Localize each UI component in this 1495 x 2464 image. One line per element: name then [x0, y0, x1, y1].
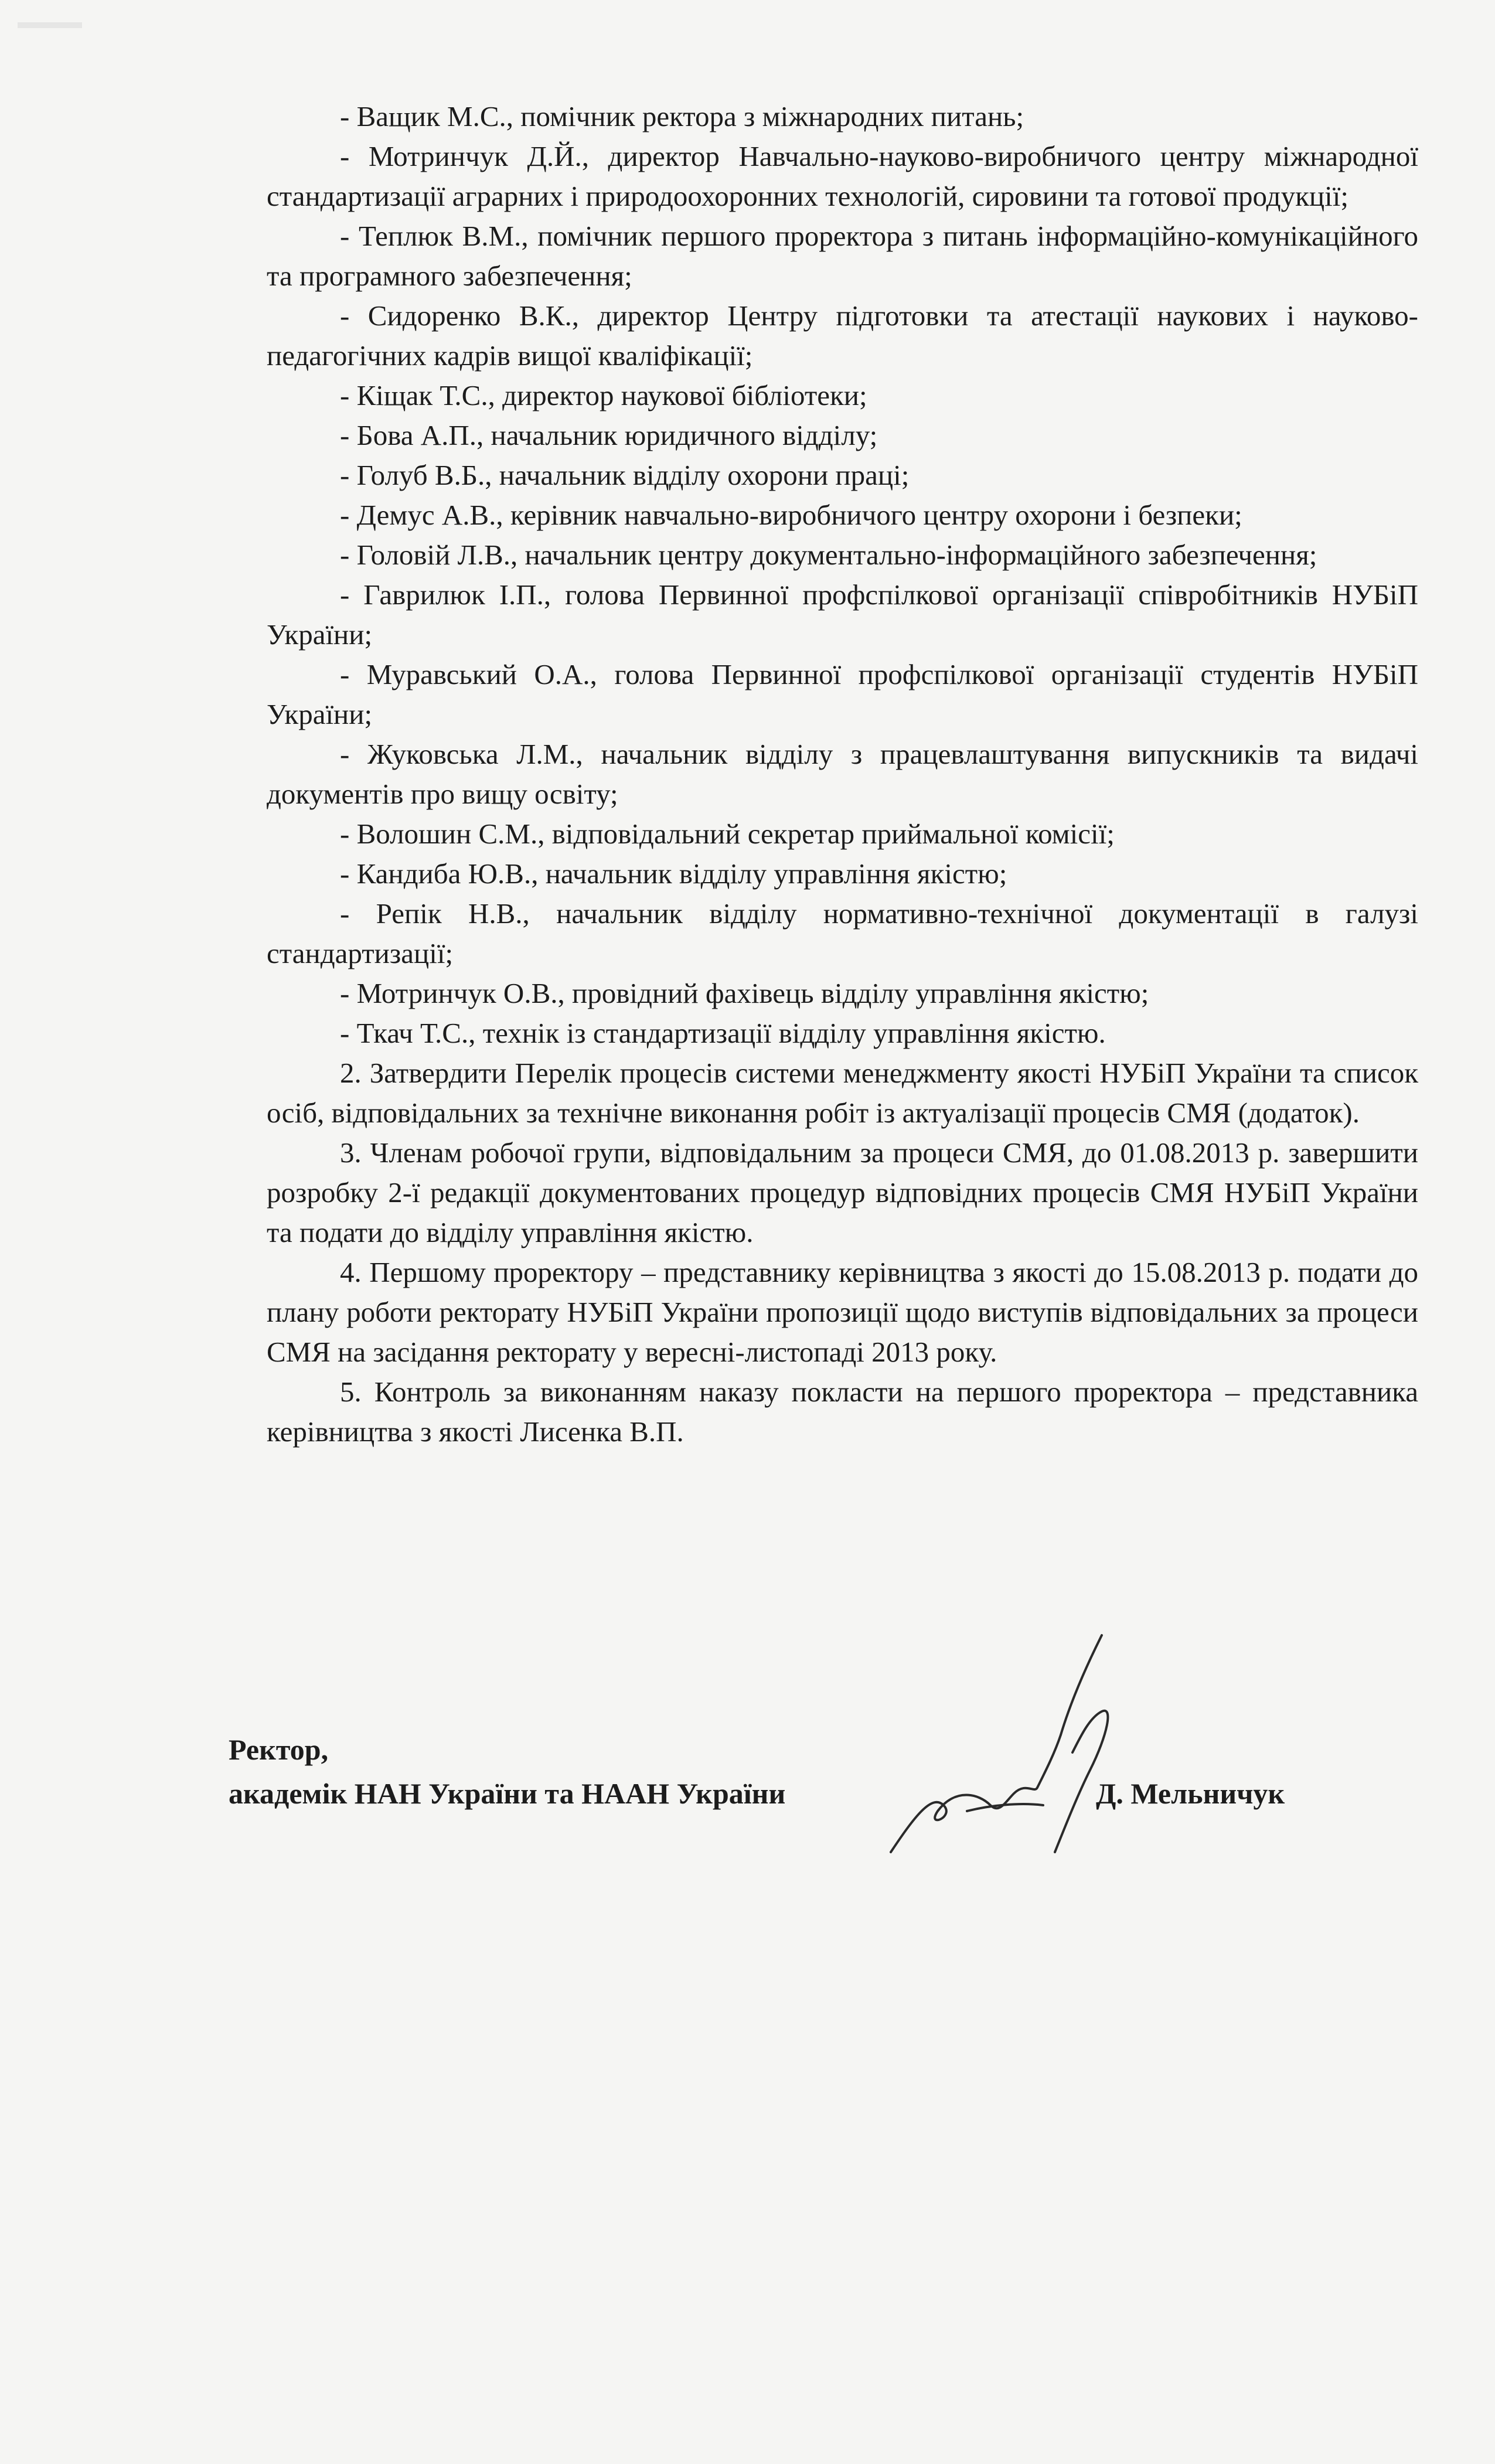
list-item: - Ткач Т.С., технік із стандартизації відділу управління якістю.: [340, 1017, 1106, 1049]
list-item: - Гаврилюк І.П., голова Первинної профспілкової організації співробітників НУБіП України;: [267, 578, 1418, 651]
list-item: - Репік Н.В., начальник відділу нормативно-технічної документації в галузі стандартизації;: [267, 897, 1418, 969]
list-item: - Голуб В.Б., начальник відділу охорони праці;: [340, 459, 910, 491]
working-group-list: [267, 97, 1418, 1053]
list-item: - Жуковська Л.М., начальник відділу з працевлаштування випускників та видачі документів про вищу освіту;: [267, 738, 1418, 810]
rector-title: Ректор,: [229, 1733, 329, 1766]
paragraph-3: 3. Членам робочої групи, відповідальним за процеси СМЯ, до 01.08.2013 р. завершити розробку 2-ї редакції документованих процедур відповідних процесів СМЯ НУБіП України та подати до відділу управління якістю.: [267, 1136, 1418, 1248]
list-item: - Кіщак Т.С., директор наукової бібліотеки;: [340, 379, 867, 411]
handwritten-signature: [879, 1618, 1149, 1864]
list-item: - Волошин С.М., відповідальний секретар приймальної комісії;: [340, 818, 1115, 850]
order-body: [267, 97, 1418, 1452]
list-item: - Головій Л.В., начальник центру документально-інформаційного забезпечення;: [340, 539, 1317, 571]
list-item: - Сидоренко В.К., директор Центру підготовки та атестації наукових і науково-педагогічних кадрів вищої кваліфікації;: [267, 300, 1418, 372]
list-item: - Демус А.В., керівник навчально-виробничого центру охорони і безпеки;: [340, 499, 1242, 531]
rector-degree: академік НАН України та НААН України: [229, 1777, 786, 1810]
list-item: - Кандиба Ю.В., начальник відділу управління якістю;: [340, 857, 1007, 890]
list-item: - Теплюк В.М., помічник першого проректора з питань інформаційно-комунікаційного та програмного забезпечення;: [267, 220, 1418, 292]
paragraph-4: 4. Першому проректору – представнику керівництва з якості до 15.08.2013 р. подати до плану роботи ректорату НУБіП України пропозиції щодо виступів відповідальних за процеси СМЯ на засідання ректорату у вересні-листопаді 2013 року.: [267, 1256, 1418, 1368]
paragraph-5: 5. Контроль за виконанням наказу покласти на першого проректора – представника керівництва з якості Лисенка В.П.: [267, 1376, 1418, 1448]
list-item: - Муравський О.А., голова Первинної профспілкової організації студентів НУБіП України;: [267, 658, 1418, 730]
list-item: - Мотринчук О.В., провідний фахівець відділу управління якістю;: [340, 977, 1149, 1009]
rector-name: Д. Мельничук: [1096, 1777, 1285, 1810]
list-item: - Бова А.П., начальник юридичного відділу;: [340, 419, 878, 451]
list-item: - Мотринчук Д.Й., директор Навчально-науково-виробничого центру міжнародної стандартизації аграрних і природоохоронних технологій, сировини та готової продукції;: [267, 140, 1418, 212]
paragraph-2: 2. Затвердити Перелік процесів системи менеджменту якості НУБіП України та список осіб, відповідальних за технічне виконання робіт із актуалізації процесів СМЯ (додаток).: [267, 1057, 1418, 1129]
list-item: - Ващик М.С., помічник ректора з міжнародних питань;: [340, 100, 1024, 132]
scan-corner-mark: [18, 18, 88, 35]
